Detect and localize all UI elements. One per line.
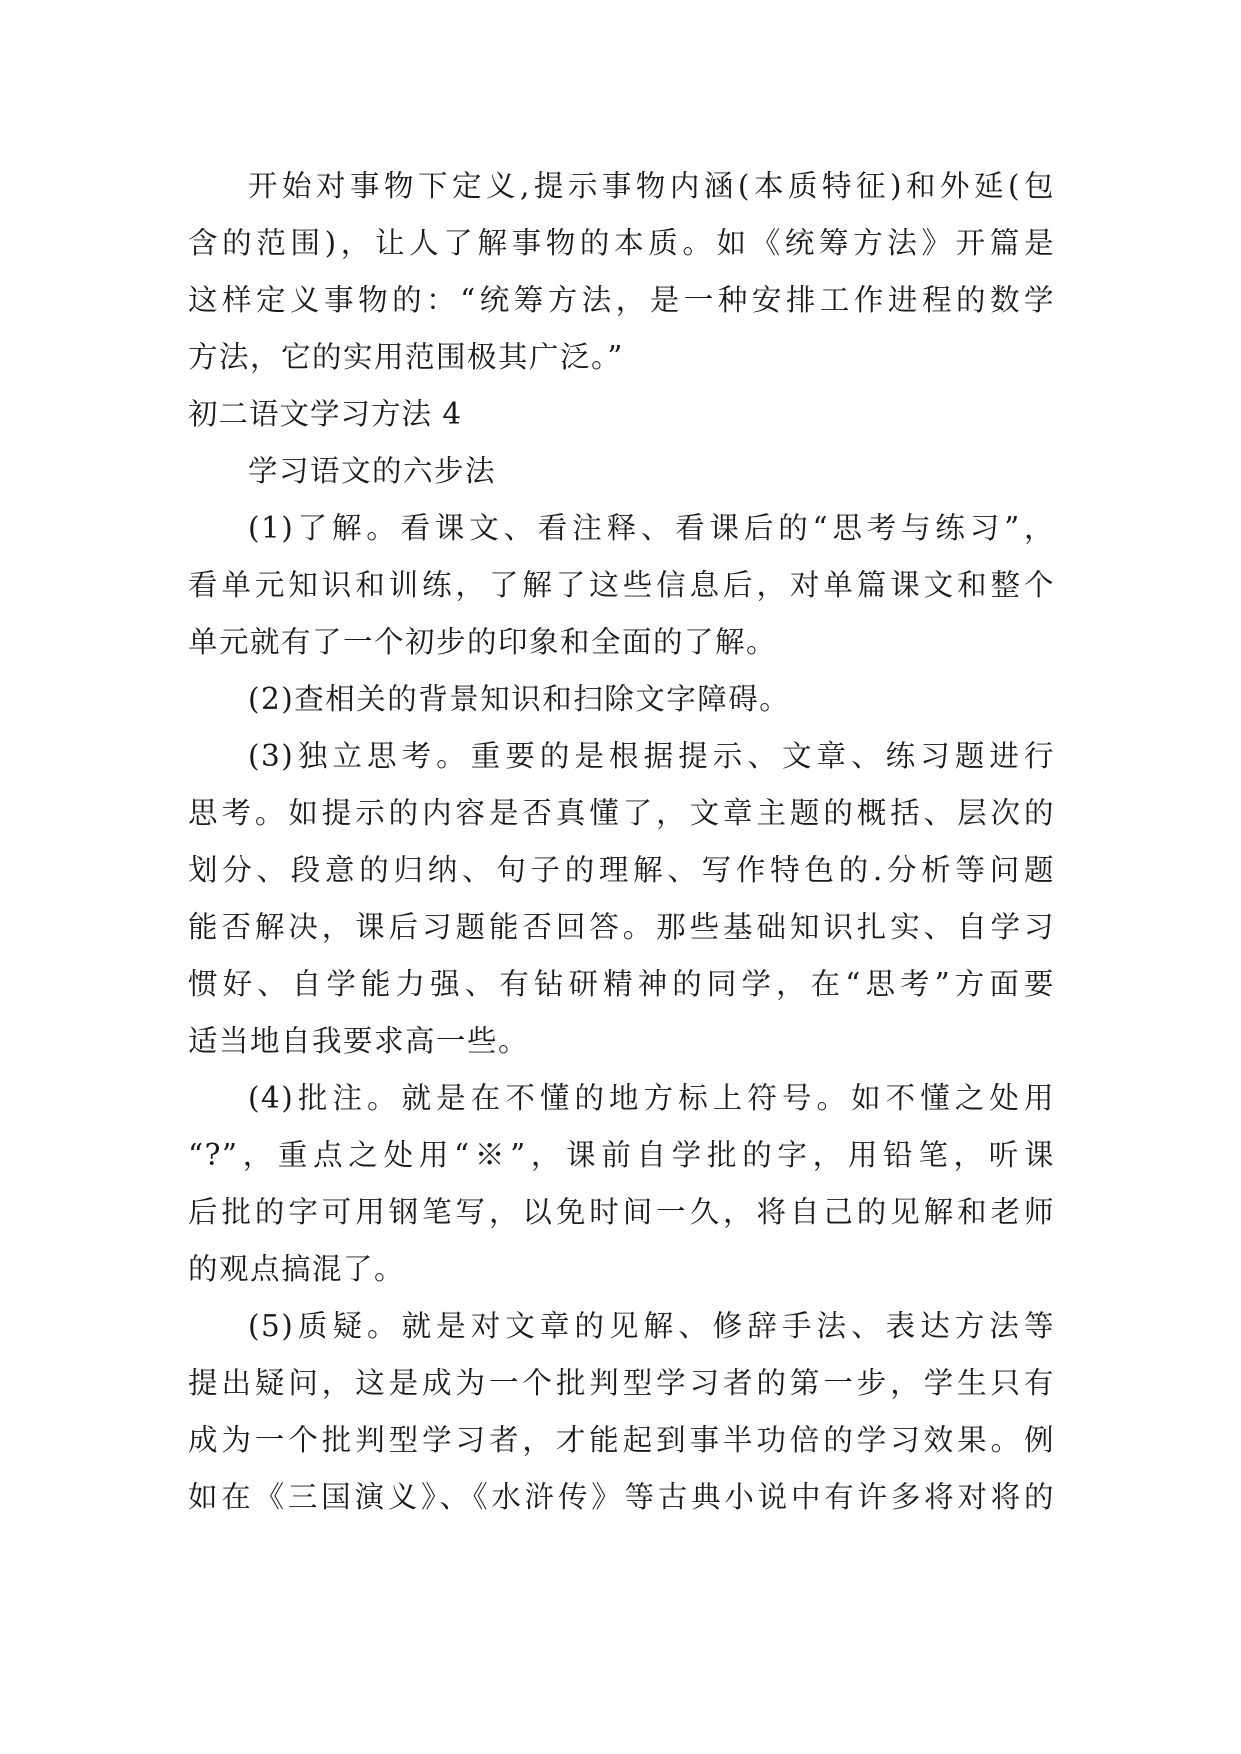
text-line: 思考。如提示的内容是否真懂了，文章主题的概括、层次的 xyxy=(188,796,1055,830)
text-line: 学习语文的六步法 xyxy=(248,454,497,488)
text-line: 的观点搞混了。 xyxy=(188,1252,406,1286)
text-line: 开始对事物下定义,提示事物内涵(本质特征)和外延(包 xyxy=(248,169,1055,203)
text-line: (3)独立思考。重要的是根据提示、文章、练习题进行 xyxy=(248,739,1055,773)
document-body xyxy=(188,158,1055,1526)
text-line: 含的范围)，让人了解事物的本质。如《统筹方法》开篇是 xyxy=(188,226,1055,260)
text-line: 这样定义事物的：“统筹方法，是一种安排工作进程的数学 xyxy=(188,283,1055,317)
text-line: 能否解决，课后习题能否回答。那些基础知识扎实、自学习 xyxy=(188,910,1055,944)
text-line: (1)了解。看课文、看注释、看课后的“思考与练习”， xyxy=(248,511,1055,545)
text-line: 适当地自我要求高一些。 xyxy=(188,1024,530,1058)
text-line: 如在《三国演义》、《水浒传》等古典小说中有许多将对将的 xyxy=(188,1480,1055,1514)
text-line: 惯好、自学能力强、有钻研精神的同学，在“思考”方面要 xyxy=(188,967,1055,1001)
text-line: 看单元知识和训练，了解了这些信息后，对单篇课文和整个 xyxy=(188,568,1055,602)
text-line: 单元就有了一个初步的印象和全面的了解。 xyxy=(188,625,778,659)
text-line: 成为一个批判型学习者，才能起到事半功倍的学习效果。例 xyxy=(188,1423,1055,1457)
text-line: (2)查相关的背景知识和扫除文字障碍。 xyxy=(248,682,791,716)
text-line: (4)批注。就是在不懂的地方标上符号。如不懂之处用 xyxy=(248,1081,1055,1115)
text-line: (5)质疑。就是对文章的见解、修辞手法、表达方法等 xyxy=(248,1309,1055,1343)
section-heading: 初二语文学习方法 4 xyxy=(188,397,463,431)
text-line: “?”，重点之处用“※”，课前自学批的字，用铅笔，听课 xyxy=(188,1138,1055,1172)
text-line: 提出疑问，这是成为一个批判型学习者的第一步，学生只有 xyxy=(188,1366,1055,1400)
text-line: 划分、段意的归纳、句子的理解、写作特色的.分析等问题 xyxy=(188,853,1055,887)
text-line: 方法，它的实用范围极其广泛。” xyxy=(188,340,624,374)
text-line: 后批的字可用钢笔写，以免时间一久，将自己的见解和老师 xyxy=(188,1195,1055,1229)
